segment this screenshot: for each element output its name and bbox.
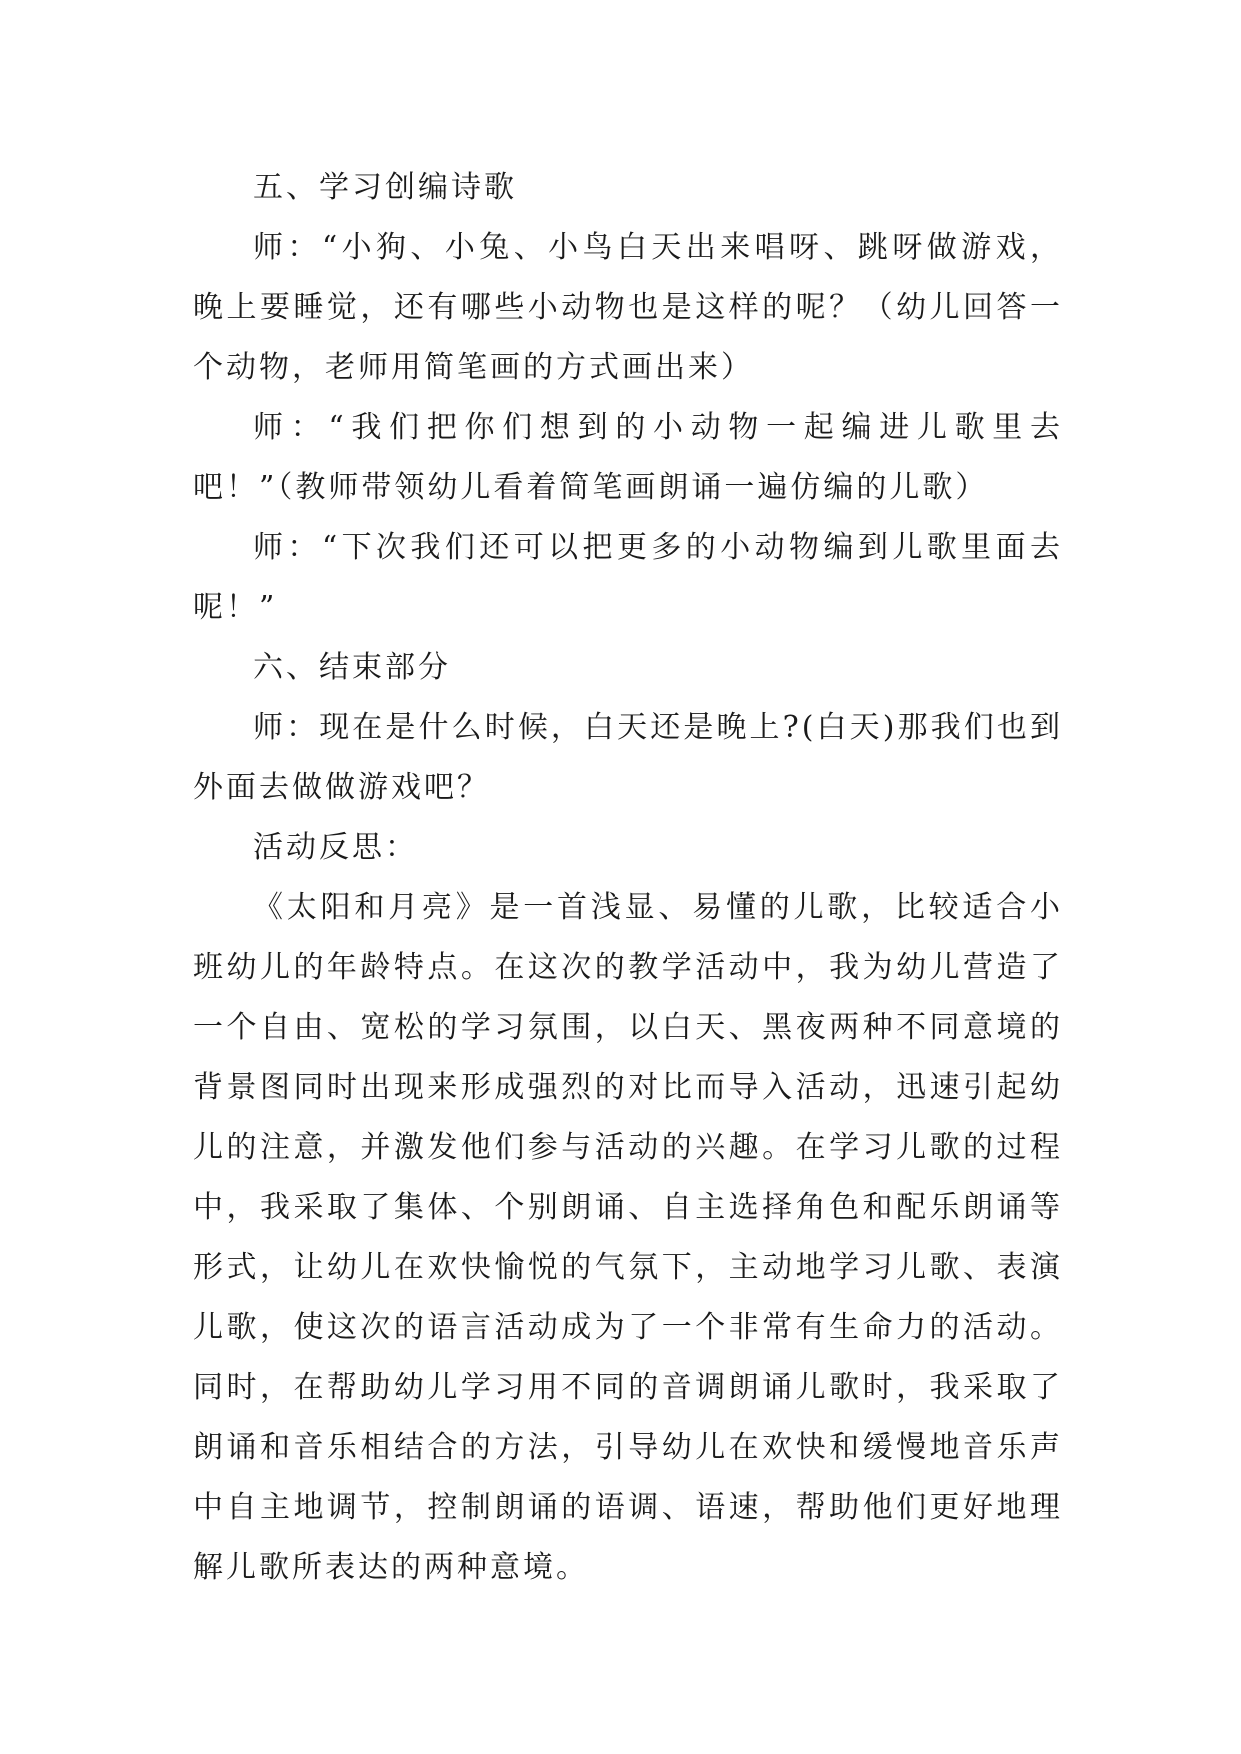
- reflection-body-paragraph: 《太阳和月亮》是一首浅显、易懂的儿歌，比较适合小班幼儿的年龄特点。在这次的教学活动中，我为幼儿营造了一个自由、宽松的学习氛围，以白天、黑夜两种不同意境的背景图同时出现来形成强烈的对比而导入活动，迅速引起幼儿的注意，并激发他们参与活动的兴趣。在学习儿歌的过程中，我采取了集体、个别朗诵、自主选择角色和配乐朗诵等形式，让幼儿在欢快愉悦的气氛下，主动地学习儿歌、表演儿歌，使这次的语言活动成为了一个非常有生命力的活动。同时，在帮助幼儿学习用不同的音调朗诵儿歌时，我采取了朗诵和音乐相结合的方法，引导幼儿在欢快和缓慢地音乐声中自主地调节，控制朗诵的语调、语速，帮助他们更好地理解儿歌所表达的两种意境。: [193, 890, 1063, 1585]
- teacher-dialogue-paragraph: 师：“小狗、小兔、小鸟白天出来唱呀、跳呀做游戏，晚上要睡觉，还有哪些小动物也是这样的呢？（幼儿回答一个动物，老师用简笔画的方式画出来）: [193, 230, 1063, 385]
- section-heading-create-poem: 五、学习创编诗歌: [253, 170, 517, 205]
- teacher-dialogue-paragraph: 师：现在是什么时候，白天还是晚上?(白天)那我们也到外面去做做游戏吧？: [193, 710, 1063, 805]
- reflection-heading: 活动反思：: [253, 830, 418, 865]
- section-heading-ending: 六、结束部分: [253, 650, 451, 685]
- document-page: [193, 158, 1063, 1598]
- teacher-dialogue-paragraph: 师：“下次我们还可以把更多的小动物编到儿歌里面去呢！”: [193, 530, 1063, 625]
- teacher-dialogue-paragraph: 师：“我们把你们想到的小动物一起编进儿歌里去吧！”（教师带领幼儿看着简笔画朗诵一遍仿编的儿歌）: [193, 410, 1063, 505]
